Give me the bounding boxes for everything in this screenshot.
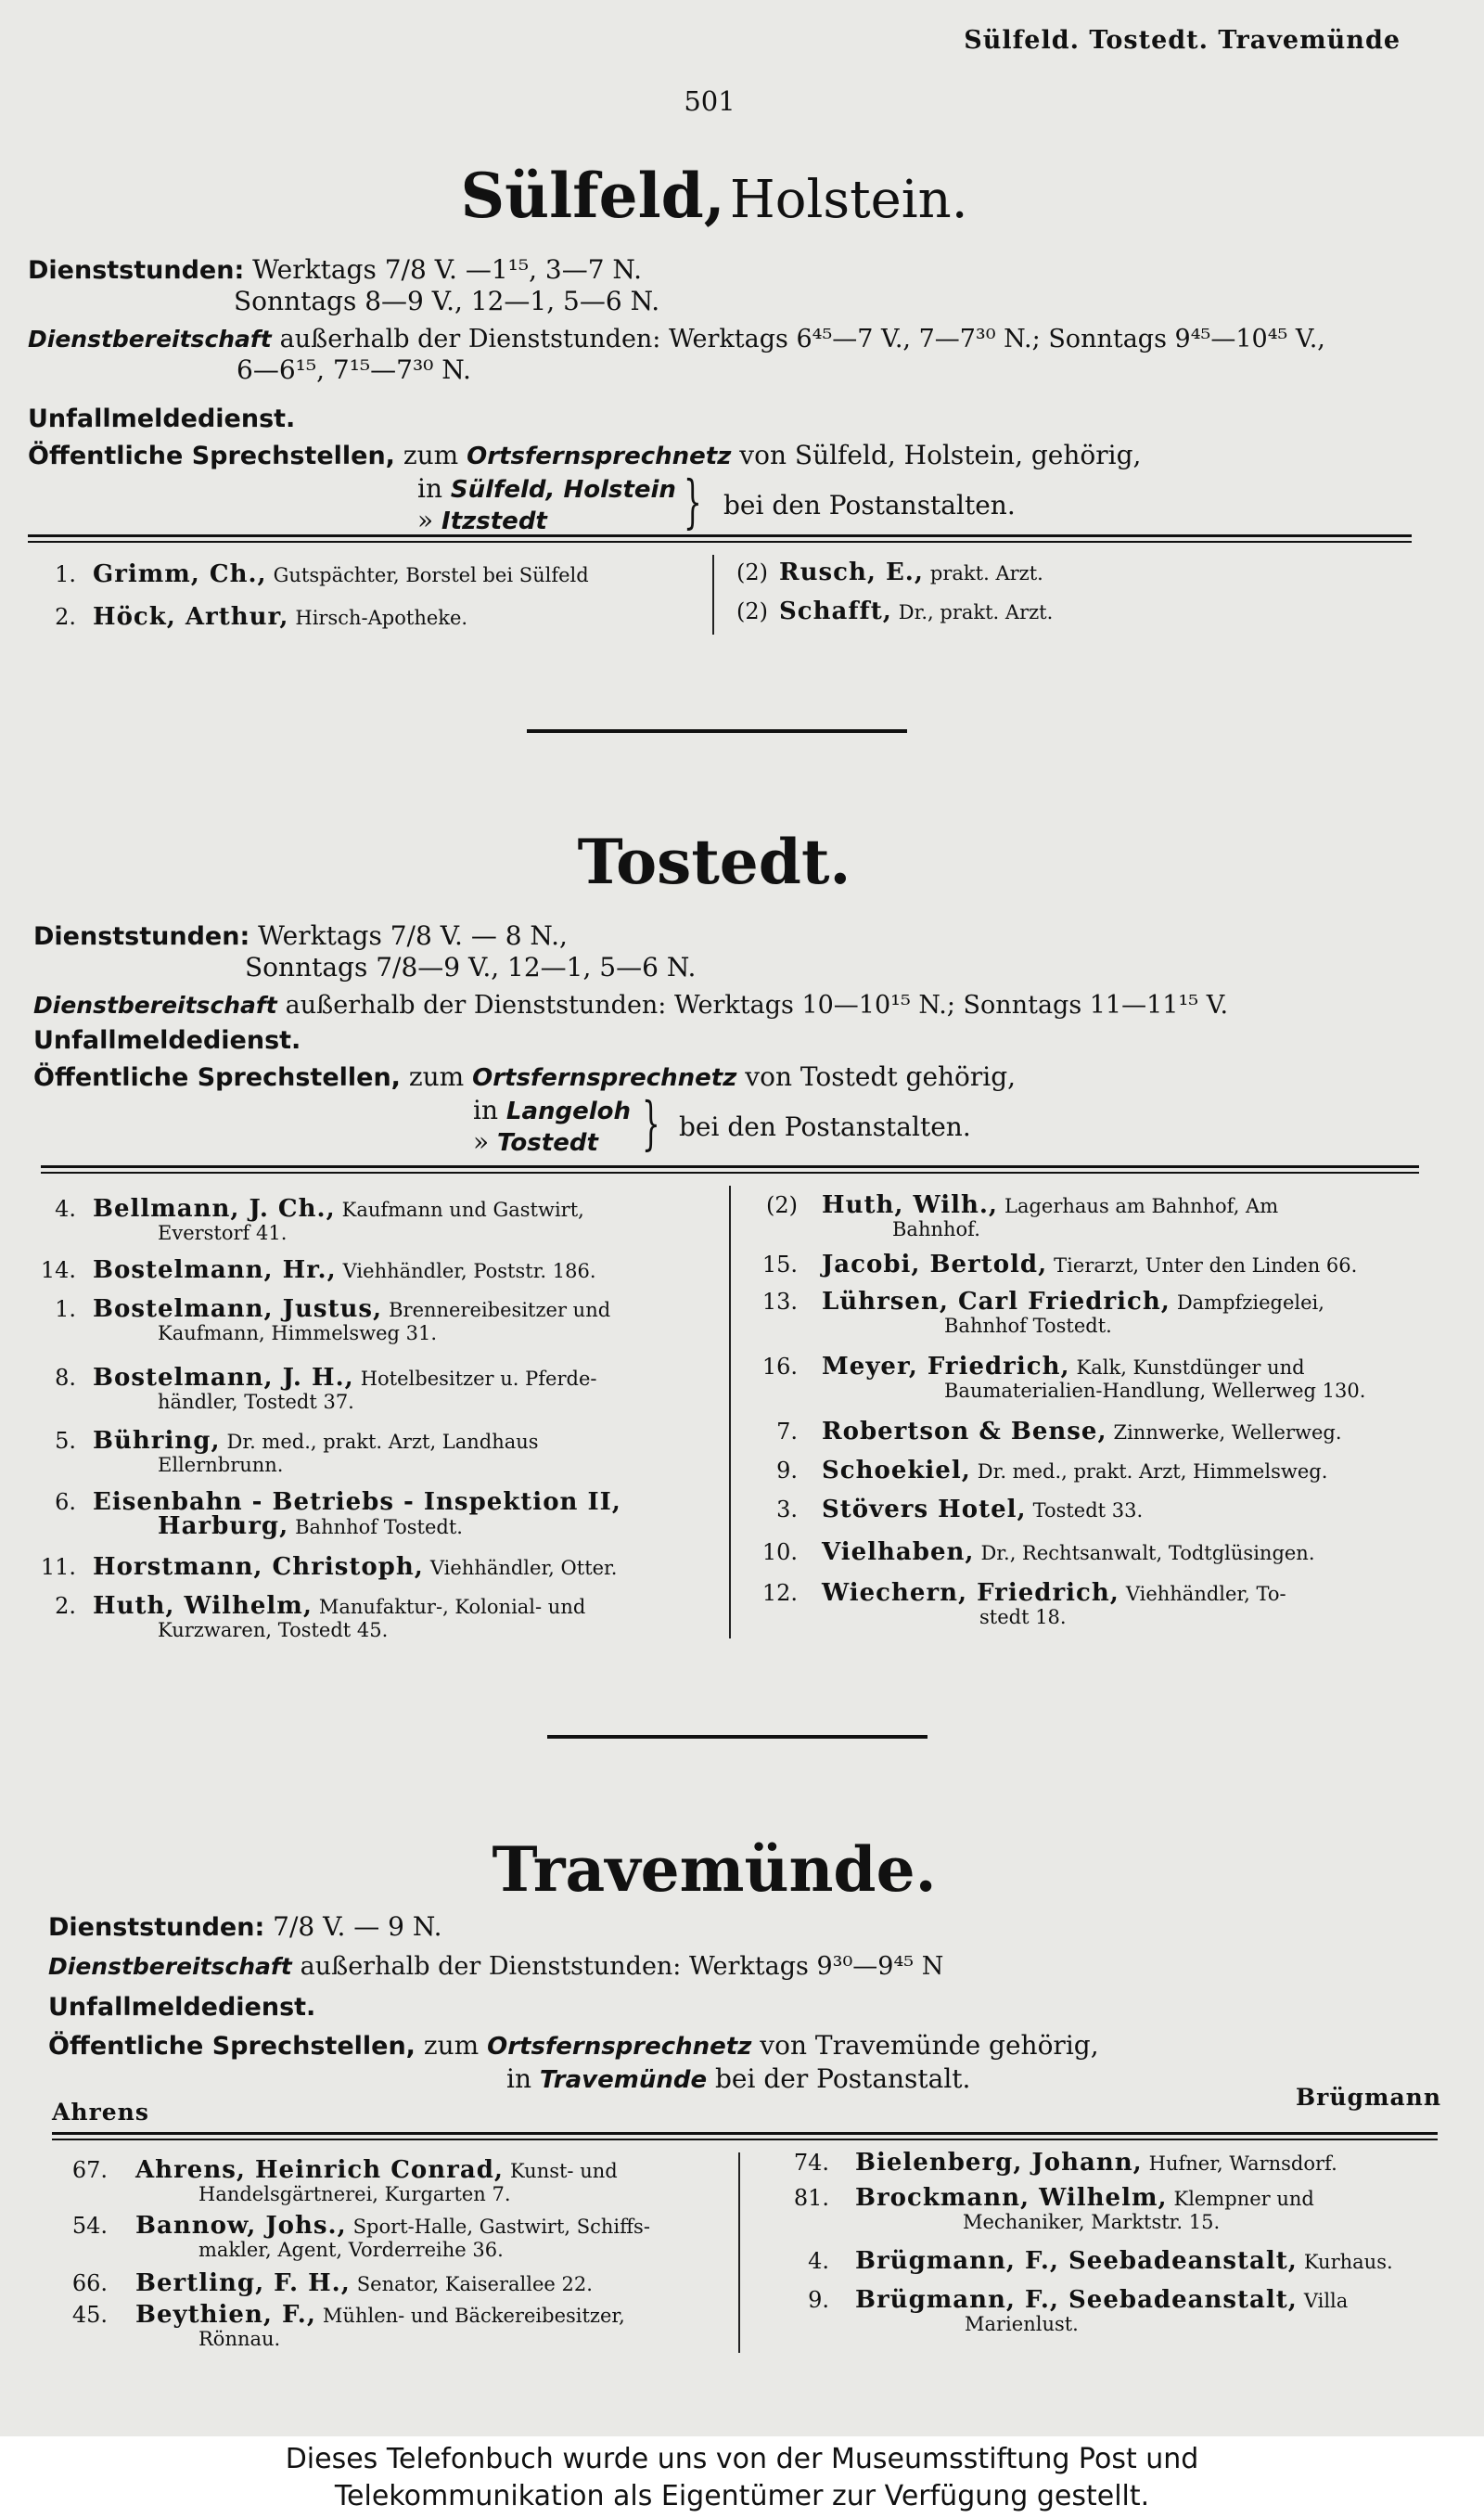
entry-cont: Handelsgärtnerei, Kurgarten 7. (198, 2183, 511, 2205)
title-main: Tostedt. (577, 826, 851, 898)
entry-desc: Tostedt 33. (1032, 1499, 1144, 1522)
entry-number: 81. (793, 2185, 829, 2211)
catchword-left: Ahrens (52, 2099, 149, 2126)
places-suffix: bei den Postanstalten. (723, 490, 1016, 520)
entry-number: 7. (776, 1419, 798, 1445)
entry-number: 9. (808, 2287, 829, 2313)
entry-desc: Hotelbesitzer u. Pferde- (360, 1368, 597, 1390)
entry-number: 1. (55, 561, 76, 587)
places-suffix: bei der Postanstalt. (715, 2063, 971, 2094)
section-title-tostedt (0, 826, 1428, 898)
place-1: Sülfeld, Holstein (450, 476, 676, 504)
accident-service: Unfallmeldedienst. (48, 1993, 316, 2022)
accident-service: Unfallmeldedienst. (33, 1026, 301, 1055)
entry-name: Bostelmann, J. H., (93, 1364, 354, 1392)
entry-number: 54. (71, 2213, 108, 2239)
entry-desc-2: Bahnhof Tostedt. (295, 1516, 463, 1538)
duty-label: Dienstbereitschaft (33, 992, 277, 1019)
entry-number: 5. (55, 1428, 76, 1454)
public-label: Öffentliche Sprechstellen, (28, 442, 395, 470)
public-rest: von Tostedt gehörig, (745, 1061, 1017, 1092)
place-2: Itzstedt (441, 507, 547, 535)
entry-cont: Everstorf 41. (158, 1222, 288, 1244)
entry-name: Beythien, F., (135, 2301, 316, 2329)
entry-desc: Kunst- und (509, 2160, 618, 2182)
entry-desc: Klempner und (1173, 2188, 1314, 2210)
hours-label: Dienststunden: (28, 256, 245, 285)
public-rest: von Travemünde gehörig, (760, 2030, 1099, 2061)
entry-desc: Viehhändler, Otter. (429, 1557, 618, 1579)
duty-text: außerhalb der Dienststunden: Werktags 9³⁰—9⁴⁵ N (300, 1952, 944, 1981)
section-title-travemuende (0, 1833, 1428, 1906)
entry-name: Rusch, E., (779, 559, 924, 586)
entry-name: Bühring, (93, 1427, 221, 1455)
entry-number: 14. (40, 1257, 76, 1283)
place-in-1: in (473, 1095, 498, 1125)
entry-name: Bostelmann, Justus, (93, 1295, 383, 1323)
entry-name-2: Harburg, (158, 1512, 289, 1540)
entry-cont: Mechaniker, Marktstr. 15. (963, 2211, 1221, 2233)
entry-number: (2) (736, 559, 768, 585)
footer-line-2: Telekommunikation als Eigentümer zur Verfügung gestellt. (334, 2480, 1150, 2512)
entry-name: Meyer, Friedrich, (822, 1353, 1070, 1381)
entry-number: 4. (808, 2248, 829, 2274)
entry-desc: Senator, Kaiserallee 22. (356, 2273, 593, 2295)
entry-name: Bostelmann, Hr., (93, 1256, 337, 1284)
duty-text: außerhalb der Dienststunden: Werktags 10—10¹⁵ N.; Sonntags 11—11¹⁵ V. (285, 991, 1229, 1020)
entry-desc: Mühlen- und Bäckereibesitzer, (322, 2305, 625, 2327)
column-divider (729, 1186, 731, 1638)
entry-desc: Gutspächter, Borstel bei Sülfeld (273, 564, 589, 586)
public-zum: zum (408, 1061, 465, 1092)
entry-cont: Rönnau. (198, 2328, 281, 2350)
entry-number: 1. (55, 1296, 76, 1322)
entry-desc: Zinnwerke, Wellerweg. (1113, 1421, 1342, 1444)
catchword-right: Brügmann (1296, 2084, 1441, 2111)
entry-name: Huth, Wilhelm, (93, 1592, 313, 1620)
entry-desc: Hufner, Warnsdorf. (1148, 2152, 1337, 2175)
column-divider (738, 2152, 740, 2353)
entry-name: Wiechern, Friedrich, (822, 1579, 1119, 1607)
duty-text-2: 6—6¹⁵, 7¹⁵—7³⁰ N. (237, 354, 471, 385)
double-rule (28, 534, 1412, 543)
hours-weekday: Werktags 7/8 V. —1¹⁵, 3—7 N. (252, 254, 643, 285)
duty-label: Dienstbereitschaft (48, 1953, 292, 1980)
entry-number: 66. (71, 2270, 108, 2296)
entry-cont: Bahnhof. (892, 1218, 980, 1240)
entry-name: Jacobi, Bertold, (822, 1251, 1048, 1278)
hours-weekday: Werktags 7/8 V. — 8 N., (258, 920, 568, 951)
entry-number: 13. (761, 1289, 798, 1315)
entry-number: 4. (55, 1196, 76, 1222)
place-1: Langeloh (505, 1098, 632, 1125)
entry-desc: Kaufmann und Gastwirt, (341, 1199, 584, 1221)
entry-number: (2) (766, 1192, 798, 1218)
entry-number: 16. (761, 1354, 798, 1380)
hours-label: Dienststunden: (48, 1913, 265, 1942)
entry-desc: Dampfziegelei, (1176, 1291, 1324, 1314)
entry-number: 8. (55, 1365, 76, 1391)
entry-cont: Ellernbrunn. (158, 1454, 284, 1476)
entry-number: 2. (55, 604, 76, 630)
entry-name: Eisenbahn - Betriebs - Inspektion II, (93, 1488, 621, 1516)
entry-number: 11. (40, 1554, 76, 1580)
entry-desc: Tierarzt, Unter den Linden 66. (1054, 1254, 1358, 1277)
entry-number: 12. (761, 1580, 798, 1606)
entry-desc: Viehhändler, To- (1125, 1583, 1286, 1605)
place-in-2: » (473, 1126, 490, 1157)
entry-name: Vielhaben, (822, 1538, 975, 1566)
entry-name: Brügmann, F., Seebadeanstalt, (855, 2286, 1298, 2314)
entry-name: Bielenberg, Johann, (855, 2149, 1143, 2177)
entry-desc: Dr. med., prakt. Arzt, Landhaus (226, 1431, 539, 1453)
duty-label: Dienstbereitschaft (28, 326, 272, 353)
entry-number: 9. (776, 1458, 798, 1484)
place-2: Tostedt (497, 1129, 598, 1157)
entry-name: Bertling, F. H., (135, 2269, 351, 2297)
entry-desc: Sport-Halle, Gastwirt, Schiffs- (352, 2216, 650, 2238)
page-number: 501 (684, 85, 736, 117)
entry-desc: Kalk, Kunstdünger und (1076, 1356, 1305, 1379)
running-head: Sülfeld. Tostedt. Travemünde (964, 26, 1401, 55)
entry-name: Brockmann, Wilhelm, (855, 2184, 1168, 2212)
entry-number: 10. (761, 1539, 798, 1565)
entry-name: Lührsen, Carl Friedrich, (822, 1288, 1171, 1316)
hours-text: 7/8 V. — 9 N. (273, 1911, 442, 1942)
place-in-1: in (506, 2063, 531, 2094)
brace-icon: } (642, 1089, 660, 1157)
place-1: Travemünde (539, 2066, 708, 2094)
public-label: Öffentliche Sprechstellen, (48, 2032, 416, 2061)
entry-desc: Brennereibesitzer und (389, 1299, 611, 1321)
accident-service: Unfallmeldedienst. (28, 405, 296, 433)
entry-desc: Manufaktur-, Kolonial- und (318, 1596, 586, 1618)
entry-name: Grimm, Ch., (93, 560, 267, 588)
hours-label: Dienststunden: (33, 922, 250, 951)
entry-cont: Bahnhof Tostedt. (944, 1315, 1112, 1337)
hours-sunday: Sonntags 7/8—9 V., 12—1, 5—6 N. (245, 952, 697, 983)
entry-desc: Dr., prakt. Arzt. (898, 601, 1054, 623)
entry-number: 3. (776, 1497, 798, 1522)
provenance-footer (0, 2436, 1484, 2518)
entry-name: Robertson & Bense, (822, 1418, 1107, 1445)
public-zum: zum (423, 2030, 480, 2061)
public-label: Öffentliche Sprechstellen, (33, 1063, 401, 1092)
entry-number: 6. (55, 1489, 76, 1515)
entry-name: Huth, Wilh., (822, 1191, 998, 1219)
column-divider (712, 555, 714, 635)
public-net: Ortsfernsprechnetz (472, 1064, 737, 1092)
entry-cont: Kaufmann, Himmelsweg 31. (158, 1322, 438, 1344)
entry-name: Höck, Arthur, (93, 603, 289, 631)
entry-name: Stövers Hotel, (822, 1496, 1027, 1523)
entry-cont: Baumaterialien-Handlung, Wellerweg 130. (944, 1380, 1366, 1402)
entry-number: 45. (71, 2302, 108, 2328)
section-title-suelfeld (0, 160, 1428, 232)
entry-desc: Viehhändler, Poststr. 186. (342, 1260, 596, 1282)
entry-number: 15. (761, 1252, 798, 1278)
place-in-1: in (417, 473, 442, 504)
entry-number: (2) (736, 598, 768, 624)
entry-number: 2. (55, 1593, 76, 1619)
public-net: Ortsfernsprechnetz (487, 2033, 752, 2061)
entry-number: 74. (793, 2150, 829, 2176)
entry-desc: Villa (1303, 2290, 1349, 2312)
entry-desc: Dr., Rechtsanwalt, Todtglüsingen. (980, 1542, 1315, 1564)
entry-desc: Kurhaus. (1303, 2251, 1393, 2273)
public-rest: von Sülfeld, Holstein, gehörig, (739, 440, 1142, 470)
entry-cont: stedt 18. (979, 1606, 1067, 1628)
title-main: Travemünde. (492, 1833, 937, 1906)
entry-cont: Marienlust. (965, 2313, 1079, 2335)
brace-icon: } (684, 468, 702, 535)
double-rule (52, 2132, 1438, 2140)
double-rule (41, 1165, 1419, 1174)
entry-desc: prakt. Arzt. (929, 562, 1043, 585)
entry-cont: makler, Agent, Vorderreihe 36. (198, 2239, 504, 2261)
entry-cont: Kurzwaren, Tostedt 45. (158, 1619, 389, 1641)
entry-name: Horstmann, Christoph, (93, 1553, 424, 1581)
entry-number: 67. (71, 2157, 108, 2183)
entry-name: Schoekiel, (822, 1457, 971, 1484)
duty-text: außerhalb der Dienststunden: Werktags 6⁴⁵—7 V., 7—7³⁰ N.; Sonntags 9⁴⁵—10⁴⁵ V., (279, 325, 1325, 353)
entry-desc: Lagerhaus am Bahnhof, Am (1004, 1195, 1279, 1217)
section-separator (547, 1735, 928, 1739)
title-sub: Holstein. (729, 170, 968, 230)
entry-desc: Hirsch-Apotheke. (295, 607, 468, 629)
entry-desc: Dr. med., prakt. Arzt, Himmelsweg. (977, 1460, 1328, 1483)
hours-sunday: Sonntags 8—9 V., 12—1, 5—6 N. (234, 286, 660, 316)
public-zum: zum (403, 440, 459, 470)
public-net: Ortsfernsprechnetz (467, 443, 732, 470)
section-separator (527, 729, 907, 733)
entry-name: Bannow, Johs., (135, 2212, 347, 2240)
entry-name: Brügmann, F., Seebadeanstalt, (855, 2247, 1298, 2275)
place-in-2: » (417, 505, 434, 535)
entry-name: Bellmann, J. Ch., (93, 1195, 336, 1223)
footer-line-1: Dieses Telefonbuch wurde uns von der Museumsstiftung Post und (285, 2443, 1199, 2475)
entry-name: Ahrens, Heinrich Conrad, (135, 2156, 504, 2184)
title-main: Sülfeld, (460, 160, 725, 232)
entry-name: Schafft, (779, 597, 892, 625)
entry-cont: händler, Tostedt 37. (158, 1391, 354, 1413)
places-suffix: bei den Postanstalten. (679, 1111, 971, 1142)
